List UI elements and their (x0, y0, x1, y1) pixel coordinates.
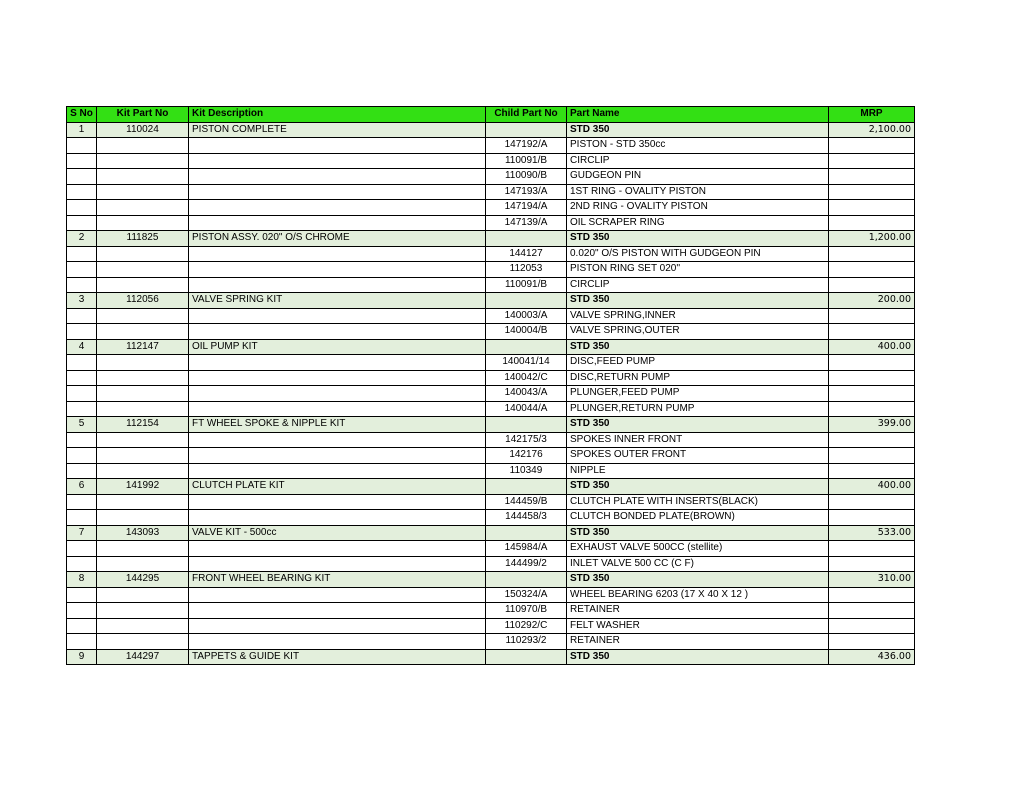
cell-mrp (829, 494, 915, 510)
header-row (67, 107, 915, 123)
cell-mrp (829, 401, 915, 417)
cell-kit-part-no (97, 510, 189, 526)
cell-part-name: STD 350 (567, 417, 829, 433)
cell-sno (67, 262, 97, 278)
cell-kit-part-no (97, 432, 189, 448)
cell-child-part-no (486, 525, 567, 541)
cell-child-part-no: 144127 (486, 246, 567, 262)
cell-sno (67, 169, 97, 185)
cell-child-part-no (486, 417, 567, 433)
child-part-row (67, 587, 915, 603)
kit-row (67, 339, 915, 355)
child-part-row (67, 463, 915, 479)
cell-mrp (829, 308, 915, 324)
cell-kit-part-no (97, 587, 189, 603)
cell-sno: 5 (67, 417, 97, 433)
header-kit-description: Kit Description (189, 107, 486, 123)
cell-child-part-no: 147193/A (486, 184, 567, 200)
cell-sno (67, 618, 97, 634)
cell-mrp (829, 463, 915, 479)
child-part-row (67, 169, 915, 185)
cell-child-part-no: 142176 (486, 448, 567, 464)
cell-kit-description (189, 432, 486, 448)
cell-kit-part-no (97, 169, 189, 185)
cell-child-part-no: 110091/B (486, 153, 567, 169)
cell-kit-part-no: 144297 (97, 649, 189, 665)
header-part-name: Part Name (567, 107, 829, 123)
cell-kit-part-no (97, 448, 189, 464)
cell-part-name: PISTON - STD 350cc (567, 138, 829, 154)
cell-kit-description (189, 634, 486, 650)
cell-child-part-no: 110293/2 (486, 634, 567, 650)
kit-row (67, 293, 915, 309)
cell-kit-part-no: 143093 (97, 525, 189, 541)
cell-sno: 8 (67, 572, 97, 588)
cell-sno (67, 355, 97, 371)
child-part-row (67, 634, 915, 650)
cell-mrp (829, 138, 915, 154)
cell-kit-description: PISTON ASSY. 020" O/S CHROME (189, 231, 486, 247)
cell-sno (67, 603, 97, 619)
cell-sno: 2 (67, 231, 97, 247)
cell-mrp (829, 262, 915, 278)
cell-sno (67, 494, 97, 510)
cell-kit-description (189, 308, 486, 324)
cell-sno (67, 153, 97, 169)
cell-kit-description (189, 262, 486, 278)
cell-mrp (829, 541, 915, 557)
cell-child-part-no: 144458/3 (486, 510, 567, 526)
cell-child-part-no (486, 572, 567, 588)
cell-sno: 9 (67, 649, 97, 665)
kit-row (67, 231, 915, 247)
cell-kit-part-no (97, 277, 189, 293)
cell-kit-part-no (97, 355, 189, 371)
cell-sno: 1 (67, 122, 97, 138)
cell-part-name: WHEEL BEARING 6203 (17 X 40 X 12 ) (567, 587, 829, 603)
cell-child-part-no: 144459/B (486, 494, 567, 510)
cell-sno (67, 324, 97, 340)
cell-kit-description (189, 587, 486, 603)
cell-sno (67, 277, 97, 293)
cell-sno (67, 432, 97, 448)
cell-part-name: STD 350 (567, 339, 829, 355)
cell-kit-part-no (97, 463, 189, 479)
cell-kit-description (189, 510, 486, 526)
cell-mrp (829, 587, 915, 603)
cell-kit-part-no: 110024 (97, 122, 189, 138)
cell-kit-part-no (97, 556, 189, 572)
cell-part-name: VALVE SPRING,INNER (567, 308, 829, 324)
cell-part-name: SPOKES INNER FRONT (567, 432, 829, 448)
cell-part-name: PLUNGER,FEED PUMP (567, 386, 829, 402)
cell-child-part-no (486, 479, 567, 495)
cell-kit-description (189, 401, 486, 417)
cell-part-name: NIPPLE (567, 463, 829, 479)
cell-mrp: 400.00 (829, 339, 915, 355)
cell-sno (67, 200, 97, 216)
cell-mrp: 2,100.00 (829, 122, 915, 138)
cell-mrp (829, 634, 915, 650)
cell-part-name: STD 350 (567, 649, 829, 665)
cell-child-part-no: 110292/C (486, 618, 567, 634)
kit-row (67, 649, 915, 665)
cell-child-part-no: 150324/A (486, 587, 567, 603)
cell-child-part-no (486, 231, 567, 247)
cell-part-name: RETAINER (567, 603, 829, 619)
kit-row (67, 122, 915, 138)
cell-kit-description: VALVE SPRING KIT (189, 293, 486, 309)
child-part-row (67, 401, 915, 417)
cell-child-part-no: 140003/A (486, 308, 567, 324)
cell-kit-description (189, 370, 486, 386)
cell-child-part-no: 110970/B (486, 603, 567, 619)
cell-part-name: OIL SCRAPER RING (567, 215, 829, 231)
cell-kit-part-no (97, 541, 189, 557)
cell-mrp (829, 169, 915, 185)
cell-kit-description (189, 200, 486, 216)
cell-part-name: INLET VALVE 500 CC (C F) (567, 556, 829, 572)
cell-mrp (829, 277, 915, 293)
cell-kit-description (189, 494, 486, 510)
cell-kit-description: TAPPETS & GUIDE KIT (189, 649, 486, 665)
cell-kit-part-no (97, 215, 189, 231)
cell-kit-description (189, 138, 486, 154)
header-child-part-no: Child Part No (486, 107, 567, 123)
cell-child-part-no: 144499/2 (486, 556, 567, 572)
child-part-row (67, 386, 915, 402)
cell-sno (67, 386, 97, 402)
cell-kit-description (189, 324, 486, 340)
kit-row (67, 525, 915, 541)
cell-mrp (829, 153, 915, 169)
child-part-row (67, 603, 915, 619)
cell-sno (67, 463, 97, 479)
child-part-row (67, 153, 915, 169)
cell-sno: 3 (67, 293, 97, 309)
cell-kit-description: CLUTCH PLATE KIT (189, 479, 486, 495)
cell-kit-part-no (97, 386, 189, 402)
child-part-row (67, 541, 915, 557)
cell-part-name: DISC,RETURN PUMP (567, 370, 829, 386)
cell-part-name: CIRCLIP (567, 153, 829, 169)
cell-sno: 6 (67, 479, 97, 495)
cell-sno (67, 401, 97, 417)
cell-mrp (829, 448, 915, 464)
child-part-row (67, 355, 915, 371)
cell-sno (67, 138, 97, 154)
child-part-row (67, 184, 915, 200)
cell-kit-description (189, 215, 486, 231)
cell-kit-part-no (97, 200, 189, 216)
child-part-row (67, 556, 915, 572)
cell-part-name: 2ND RING - OVALITY PISTON (567, 200, 829, 216)
cell-child-part-no: 140044/A (486, 401, 567, 417)
cell-kit-description (189, 541, 486, 557)
cell-mrp: 436.00 (829, 649, 915, 665)
cell-kit-part-no (97, 603, 189, 619)
cell-sno: 4 (67, 339, 97, 355)
cell-mrp: 200.00 (829, 293, 915, 309)
cell-kit-description: FRONT WHEEL BEARING KIT (189, 572, 486, 588)
cell-sno (67, 246, 97, 262)
cell-child-part-no: 110090/B (486, 169, 567, 185)
cell-mrp (829, 432, 915, 448)
cell-child-part-no: 140043/A (486, 386, 567, 402)
cell-part-name: SPOKES OUTER FRONT (567, 448, 829, 464)
cell-kit-part-no: 141992 (97, 479, 189, 495)
cell-sno (67, 215, 97, 231)
cell-part-name: STD 350 (567, 122, 829, 138)
cell-kit-part-no (97, 246, 189, 262)
cell-mrp: 533.00 (829, 525, 915, 541)
cell-kit-part-no (97, 153, 189, 169)
cell-sno (67, 308, 97, 324)
cell-sno: 7 (67, 525, 97, 541)
cell-part-name: STD 350 (567, 231, 829, 247)
child-part-row (67, 510, 915, 526)
child-part-row (67, 618, 915, 634)
cell-kit-description (189, 355, 486, 371)
table-body (67, 122, 915, 665)
cell-child-part-no: 147139/A (486, 215, 567, 231)
parts-kit-table (66, 106, 915, 665)
cell-kit-description: FT WHEEL SPOKE & NIPPLE KIT (189, 417, 486, 433)
cell-mrp: 399.00 (829, 417, 915, 433)
cell-child-part-no (486, 339, 567, 355)
cell-kit-description (189, 556, 486, 572)
cell-sno (67, 634, 97, 650)
cell-child-part-no: 140004/B (486, 324, 567, 340)
child-part-row (67, 246, 915, 262)
cell-kit-description (189, 153, 486, 169)
cell-mrp (829, 556, 915, 572)
child-part-row (67, 432, 915, 448)
child-part-row (67, 448, 915, 464)
cell-part-name: FELT WASHER (567, 618, 829, 634)
cell-kit-part-no (97, 401, 189, 417)
cell-kit-description: OIL PUMP KIT (189, 339, 486, 355)
cell-part-name: VALVE SPRING,OUTER (567, 324, 829, 340)
cell-part-name: DISC,FEED PUMP (567, 355, 829, 371)
cell-kit-part-no: 112147 (97, 339, 189, 355)
cell-mrp: 400.00 (829, 479, 915, 495)
cell-part-name: PISTON RING SET 020'' (567, 262, 829, 278)
cell-sno (67, 448, 97, 464)
kit-row (67, 572, 915, 588)
cell-part-name: STD 350 (567, 525, 829, 541)
child-part-row (67, 277, 915, 293)
cell-part-name: PLUNGER,RETURN PUMP (567, 401, 829, 417)
cell-mrp (829, 370, 915, 386)
cell-part-name: RETAINER (567, 634, 829, 650)
cell-kit-part-no (97, 494, 189, 510)
cell-kit-description: PISTON COMPLETE (189, 122, 486, 138)
cell-child-part-no: 147192/A (486, 138, 567, 154)
cell-mrp: 1,200.00 (829, 231, 915, 247)
cell-kit-part-no (97, 262, 189, 278)
cell-mrp (829, 184, 915, 200)
child-part-row (67, 138, 915, 154)
cell-kit-part-no (97, 370, 189, 386)
cell-kit-description (189, 386, 486, 402)
cell-mrp (829, 246, 915, 262)
cell-sno (67, 556, 97, 572)
child-part-row (67, 215, 915, 231)
cell-kit-part-no (97, 324, 189, 340)
cell-part-name: CLUTCH BONDED PLATE(BROWN) (567, 510, 829, 526)
cell-kit-description (189, 603, 486, 619)
cell-kit-part-no (97, 308, 189, 324)
cell-child-part-no (486, 649, 567, 665)
cell-mrp (829, 215, 915, 231)
child-part-row (67, 494, 915, 510)
cell-part-name: CLUTCH PLATE WITH INSERTS(BLACK) (567, 494, 829, 510)
cell-part-name: 0.020" O/S PISTON WITH GUDGEON PIN (567, 246, 829, 262)
cell-kit-part-no: 112154 (97, 417, 189, 433)
cell-mrp (829, 200, 915, 216)
cell-sno (67, 184, 97, 200)
cell-child-part-no (486, 122, 567, 138)
cell-part-name: STD 350 (567, 572, 829, 588)
cell-kit-part-no (97, 138, 189, 154)
child-part-row (67, 200, 915, 216)
cell-kit-part-no (97, 184, 189, 200)
cell-kit-description (189, 246, 486, 262)
cell-kit-part-no: 112056 (97, 293, 189, 309)
header-kit-part-no: Kit Part No (97, 107, 189, 123)
cell-child-part-no: 110091/B (486, 277, 567, 293)
kit-row (67, 417, 915, 433)
cell-kit-description (189, 618, 486, 634)
cell-mrp: 310.00 (829, 572, 915, 588)
kit-row (67, 479, 915, 495)
cell-sno (67, 370, 97, 386)
cell-mrp (829, 603, 915, 619)
cell-mrp (829, 324, 915, 340)
cell-kit-part-no: 111825 (97, 231, 189, 247)
cell-sno (67, 587, 97, 603)
cell-sno (67, 541, 97, 557)
cell-part-name: CIRCLIP (567, 277, 829, 293)
cell-mrp (829, 618, 915, 634)
cell-kit-part-no (97, 634, 189, 650)
cell-child-part-no: 140041/14 (486, 355, 567, 371)
child-part-row (67, 370, 915, 386)
cell-kit-part-no (97, 618, 189, 634)
cell-child-part-no (486, 293, 567, 309)
cell-mrp (829, 386, 915, 402)
header-mrp: MRP (829, 107, 915, 123)
cell-part-name: STD 350 (567, 293, 829, 309)
cell-kit-part-no: 144295 (97, 572, 189, 588)
cell-child-part-no: 112053 (486, 262, 567, 278)
cell-kit-description (189, 277, 486, 293)
cell-part-name: GUDGEON PIN (567, 169, 829, 185)
child-part-row (67, 262, 915, 278)
cell-part-name: EXHAUST VALVE 500CC (stellite) (567, 541, 829, 557)
cell-kit-description (189, 184, 486, 200)
cell-child-part-no: 147194/A (486, 200, 567, 216)
cell-child-part-no: 140042/C (486, 370, 567, 386)
cell-child-part-no: 110349 (486, 463, 567, 479)
header-sno: S No (67, 107, 97, 123)
cell-child-part-no: 145984/A (486, 541, 567, 557)
child-part-row (67, 308, 915, 324)
cell-kit-description (189, 169, 486, 185)
cell-child-part-no: 142175/3 (486, 432, 567, 448)
cell-part-name: STD 350 (567, 479, 829, 495)
child-part-row (67, 324, 915, 340)
cell-kit-description: VALVE KIT - 500cc (189, 525, 486, 541)
cell-mrp (829, 355, 915, 371)
cell-sno (67, 510, 97, 526)
cell-part-name: 1ST RING - OVALITY PISTON (567, 184, 829, 200)
cell-mrp (829, 510, 915, 526)
cell-kit-description (189, 448, 486, 464)
cell-kit-description (189, 463, 486, 479)
